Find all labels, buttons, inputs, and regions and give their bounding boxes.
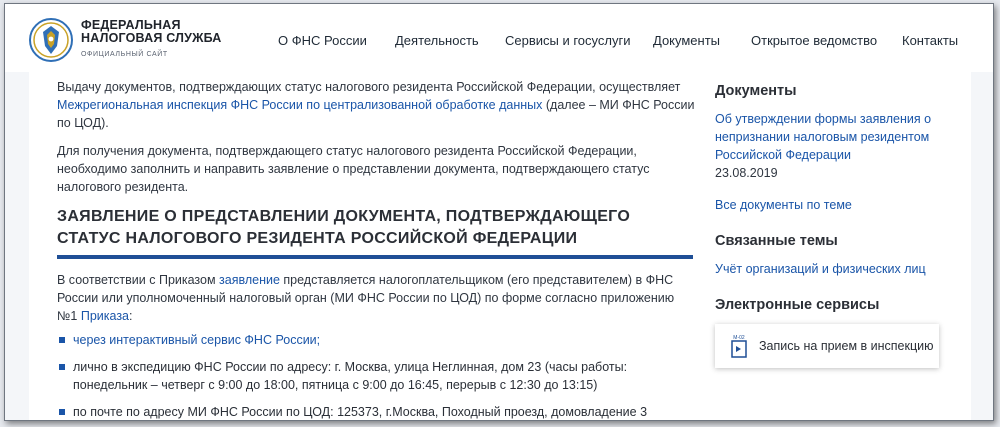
appointment-service-label: Запись на прием в инспекцию	[759, 339, 934, 353]
related-topic-link[interactable]: Учёт организаций и физических лиц	[715, 262, 926, 276]
list-item[interactable]	[57, 331, 697, 349]
sidebar-documents	[715, 82, 955, 214]
sidebar	[715, 82, 955, 386]
submission-methods-list	[57, 331, 697, 421]
intro-text-end: (далее – МИ ФНС России по ЦОД).	[57, 98, 695, 130]
order-text-3: :	[129, 309, 133, 323]
order-paragraph	[57, 271, 697, 325]
nav-item-documents[interactable]: Документы	[653, 33, 721, 48]
list-item-text: по почте по адресу МИ ФНС России по ЦОД: 125373, г.Москва, Походный проезд, домовладение 3	[73, 405, 648, 419]
application-link[interactable]: заявление	[219, 273, 280, 287]
door-icon-label: М-02	[733, 335, 745, 341]
door-icon	[729, 334, 749, 358]
logo-subtitle: ОФИЦИАЛЬНЫЙ САЙТ	[81, 51, 168, 58]
main-nav	[5, 33, 993, 53]
nav-item-activity[interactable]: Деятельность	[395, 33, 479, 48]
nav-item-open-agency[interactable]: Открытое ведомство	[751, 33, 878, 48]
intro-text-start: Выдачу документов, подтверждающих статус налогового резидента Российской Федерации, осуществляет	[57, 80, 681, 94]
nav-item-contacts[interactable]: Контакты	[902, 33, 959, 48]
all-documents-link[interactable]: Все документы по теме	[715, 198, 852, 212]
order-text-1: В соответствии с Приказом	[57, 273, 220, 287]
heading-underline	[57, 255, 693, 259]
interactive-service-link[interactable]: через интерактивный сервис ФНС России;	[73, 333, 321, 347]
sidebar-documents-title: Документы	[715, 83, 797, 99]
bullet-icon	[59, 409, 65, 415]
logo-title-line2: НАЛОГОВАЯ СЛУЖБА	[81, 31, 222, 45]
nav-item-services[interactable]: Сервисы и госуслуги	[505, 33, 631, 48]
order-link[interactable]: Приказа	[80, 309, 130, 323]
document-link[interactable]: Об утверждении формы заявления о непризнании налоговым резидентом Российской Федерации	[715, 112, 932, 162]
sidebar-related-title: Связанные темы	[715, 233, 838, 249]
document-date: 23.08.2019	[715, 166, 778, 180]
mi-fns-cod-link[interactable]: Межрегиональная инспекция ФНС России по централизованной обработке данных	[57, 98, 543, 112]
sidebar-related	[715, 232, 955, 278]
main-column	[57, 78, 697, 421]
nav-item-about[interactable]: О ФНС России	[278, 33, 367, 48]
browser-frame	[4, 3, 994, 421]
sidebar-services-title: Электронные сервисы	[715, 297, 880, 313]
order-text-2: представляется налогоплательщиком (его представителем) в ФНС России или уполномоченный налоговый орган (МИ ФНС России по ЦОД) по форме согласно приложению №1	[57, 273, 675, 323]
instructions-paragraph: Для получения документа, подтверждающего статус налогового резидента Российской Федерации, необходимо заполнить и направить заявление о представлении документа, подтверждающего статус налогового резидента.	[57, 144, 650, 194]
bullet-icon	[59, 364, 65, 370]
content-area	[29, 70, 971, 421]
list-item	[57, 358, 697, 394]
section-heading: ЗАЯВЛЕНИЕ О ПРЕДСТАВЛЕНИИ ДОКУМЕНТА, ПОДТВЕРЖДАЮЩЕГО СТАТУС НАЛОГОВОГО РЕЗИДЕНТА РОССИЙСКОЙ ФЕДЕРАЦИИ	[57, 208, 631, 247]
appointment-service-card[interactable]	[715, 324, 939, 368]
bullet-icon	[59, 337, 65, 343]
site-header	[5, 4, 993, 72]
logo-title-line1: ФЕДЕРАЛЬНАЯ	[81, 18, 181, 32]
list-item-text: лично в экспедицию ФНС России по адресу: г. Москва, улица Неглинная, дом 23 (часы работы: понедельник – четверг с 9:00 до 18:00, пятница с 9:00 до 16:45, перерыв с 12:30 до 13:15)	[73, 360, 628, 392]
intro-paragraph	[57, 78, 697, 132]
list-item	[57, 403, 697, 421]
sidebar-services	[715, 296, 955, 368]
